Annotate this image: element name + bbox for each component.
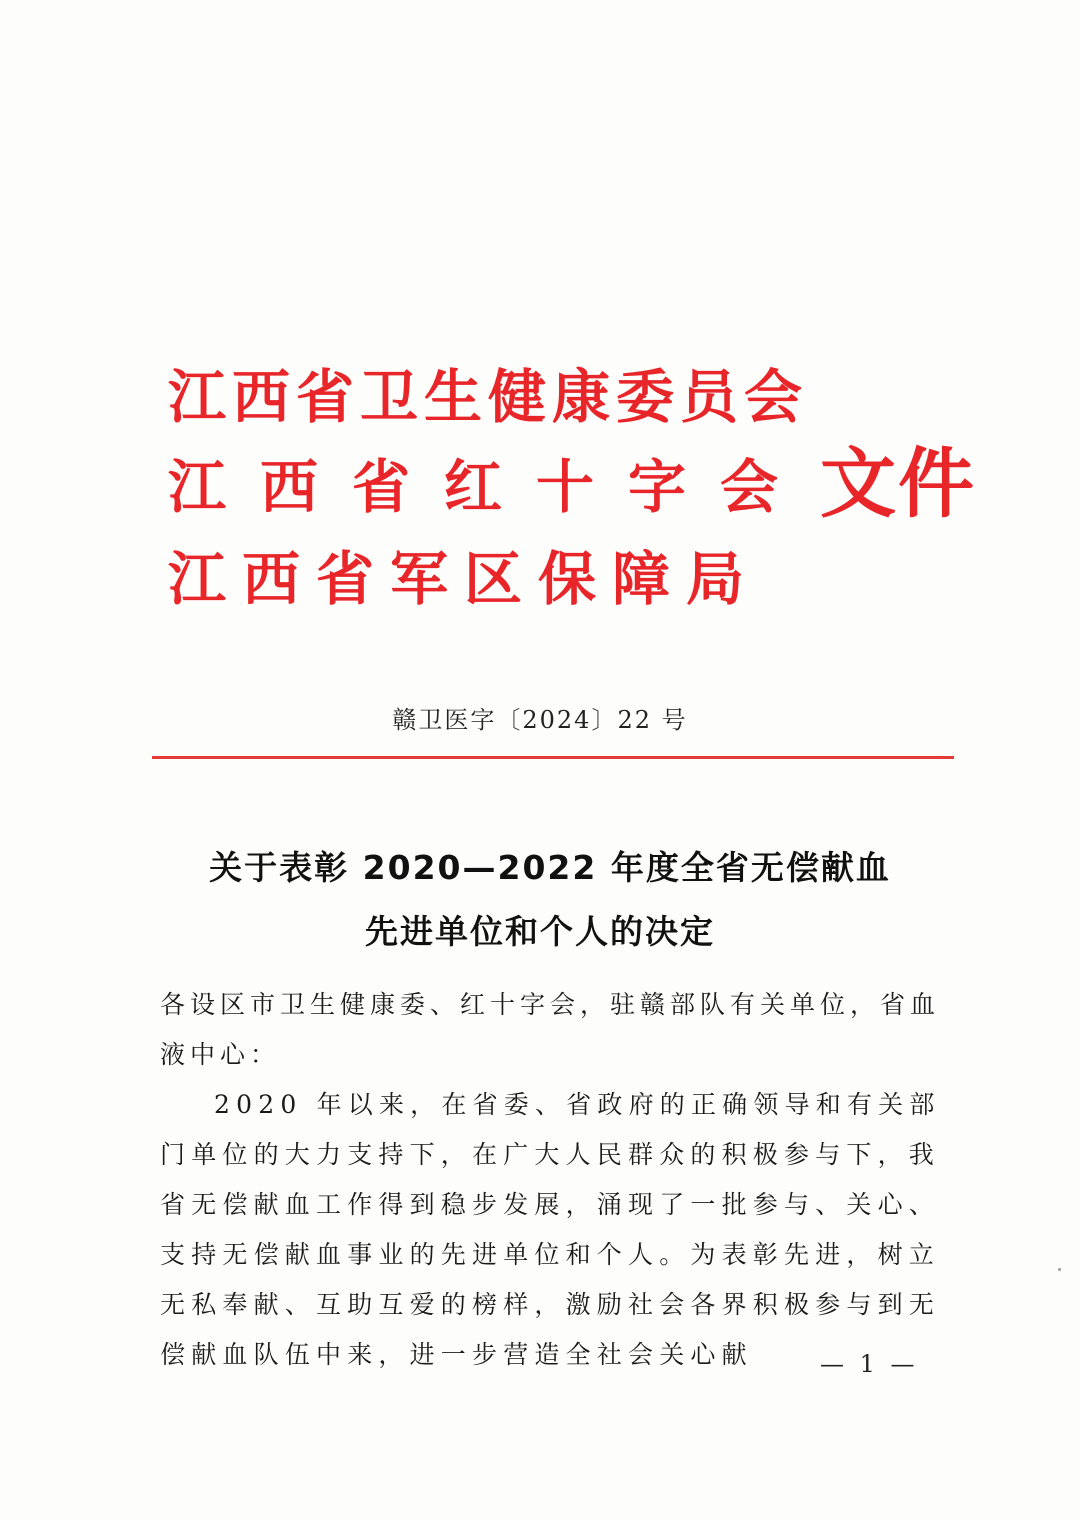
document-suffix: 文件 [820,439,976,528]
document-number: 赣卫医字〔2024〕22 号 [392,706,688,734]
body-paragraph: 2020 年以来，在省委、省政府的正确领导和有关部门单位的大力支持下，在广大人民群众的积极参与下，我省无偿献血工作得到稳步发展，涌现了一批参与、关心、支持无偿献血事业的先进单位和个人。为表彰先进，树立无私奉献、互助互爱的榜样，激励社会各界积极参与到无偿献血队伍中来，进一步营造全社会关心献 [160,1090,941,1369]
page-number: — 1 — [820,1350,919,1378]
document-title-line-2: 先进单位和个人的决定 [365,912,715,951]
issuer-health-commission: 江西省卫生健康委员会 [168,363,809,431]
scan-speck [1058,1268,1061,1271]
issuing-authorities-header [168,358,976,628]
red-divider-line [152,756,954,759]
salutation: 各设区市卫生健康委、红十字会，驻赣部队有关单位，省血液中心： [160,990,941,1069]
issuer-military-support-bureau: 江西省军区保障局 [168,545,761,613]
issuer-red-cross: 江西省红十字会 [168,453,813,521]
document-title-line-1: 关于表彰 2020—2022 年度全省无偿献血 [209,848,891,887]
